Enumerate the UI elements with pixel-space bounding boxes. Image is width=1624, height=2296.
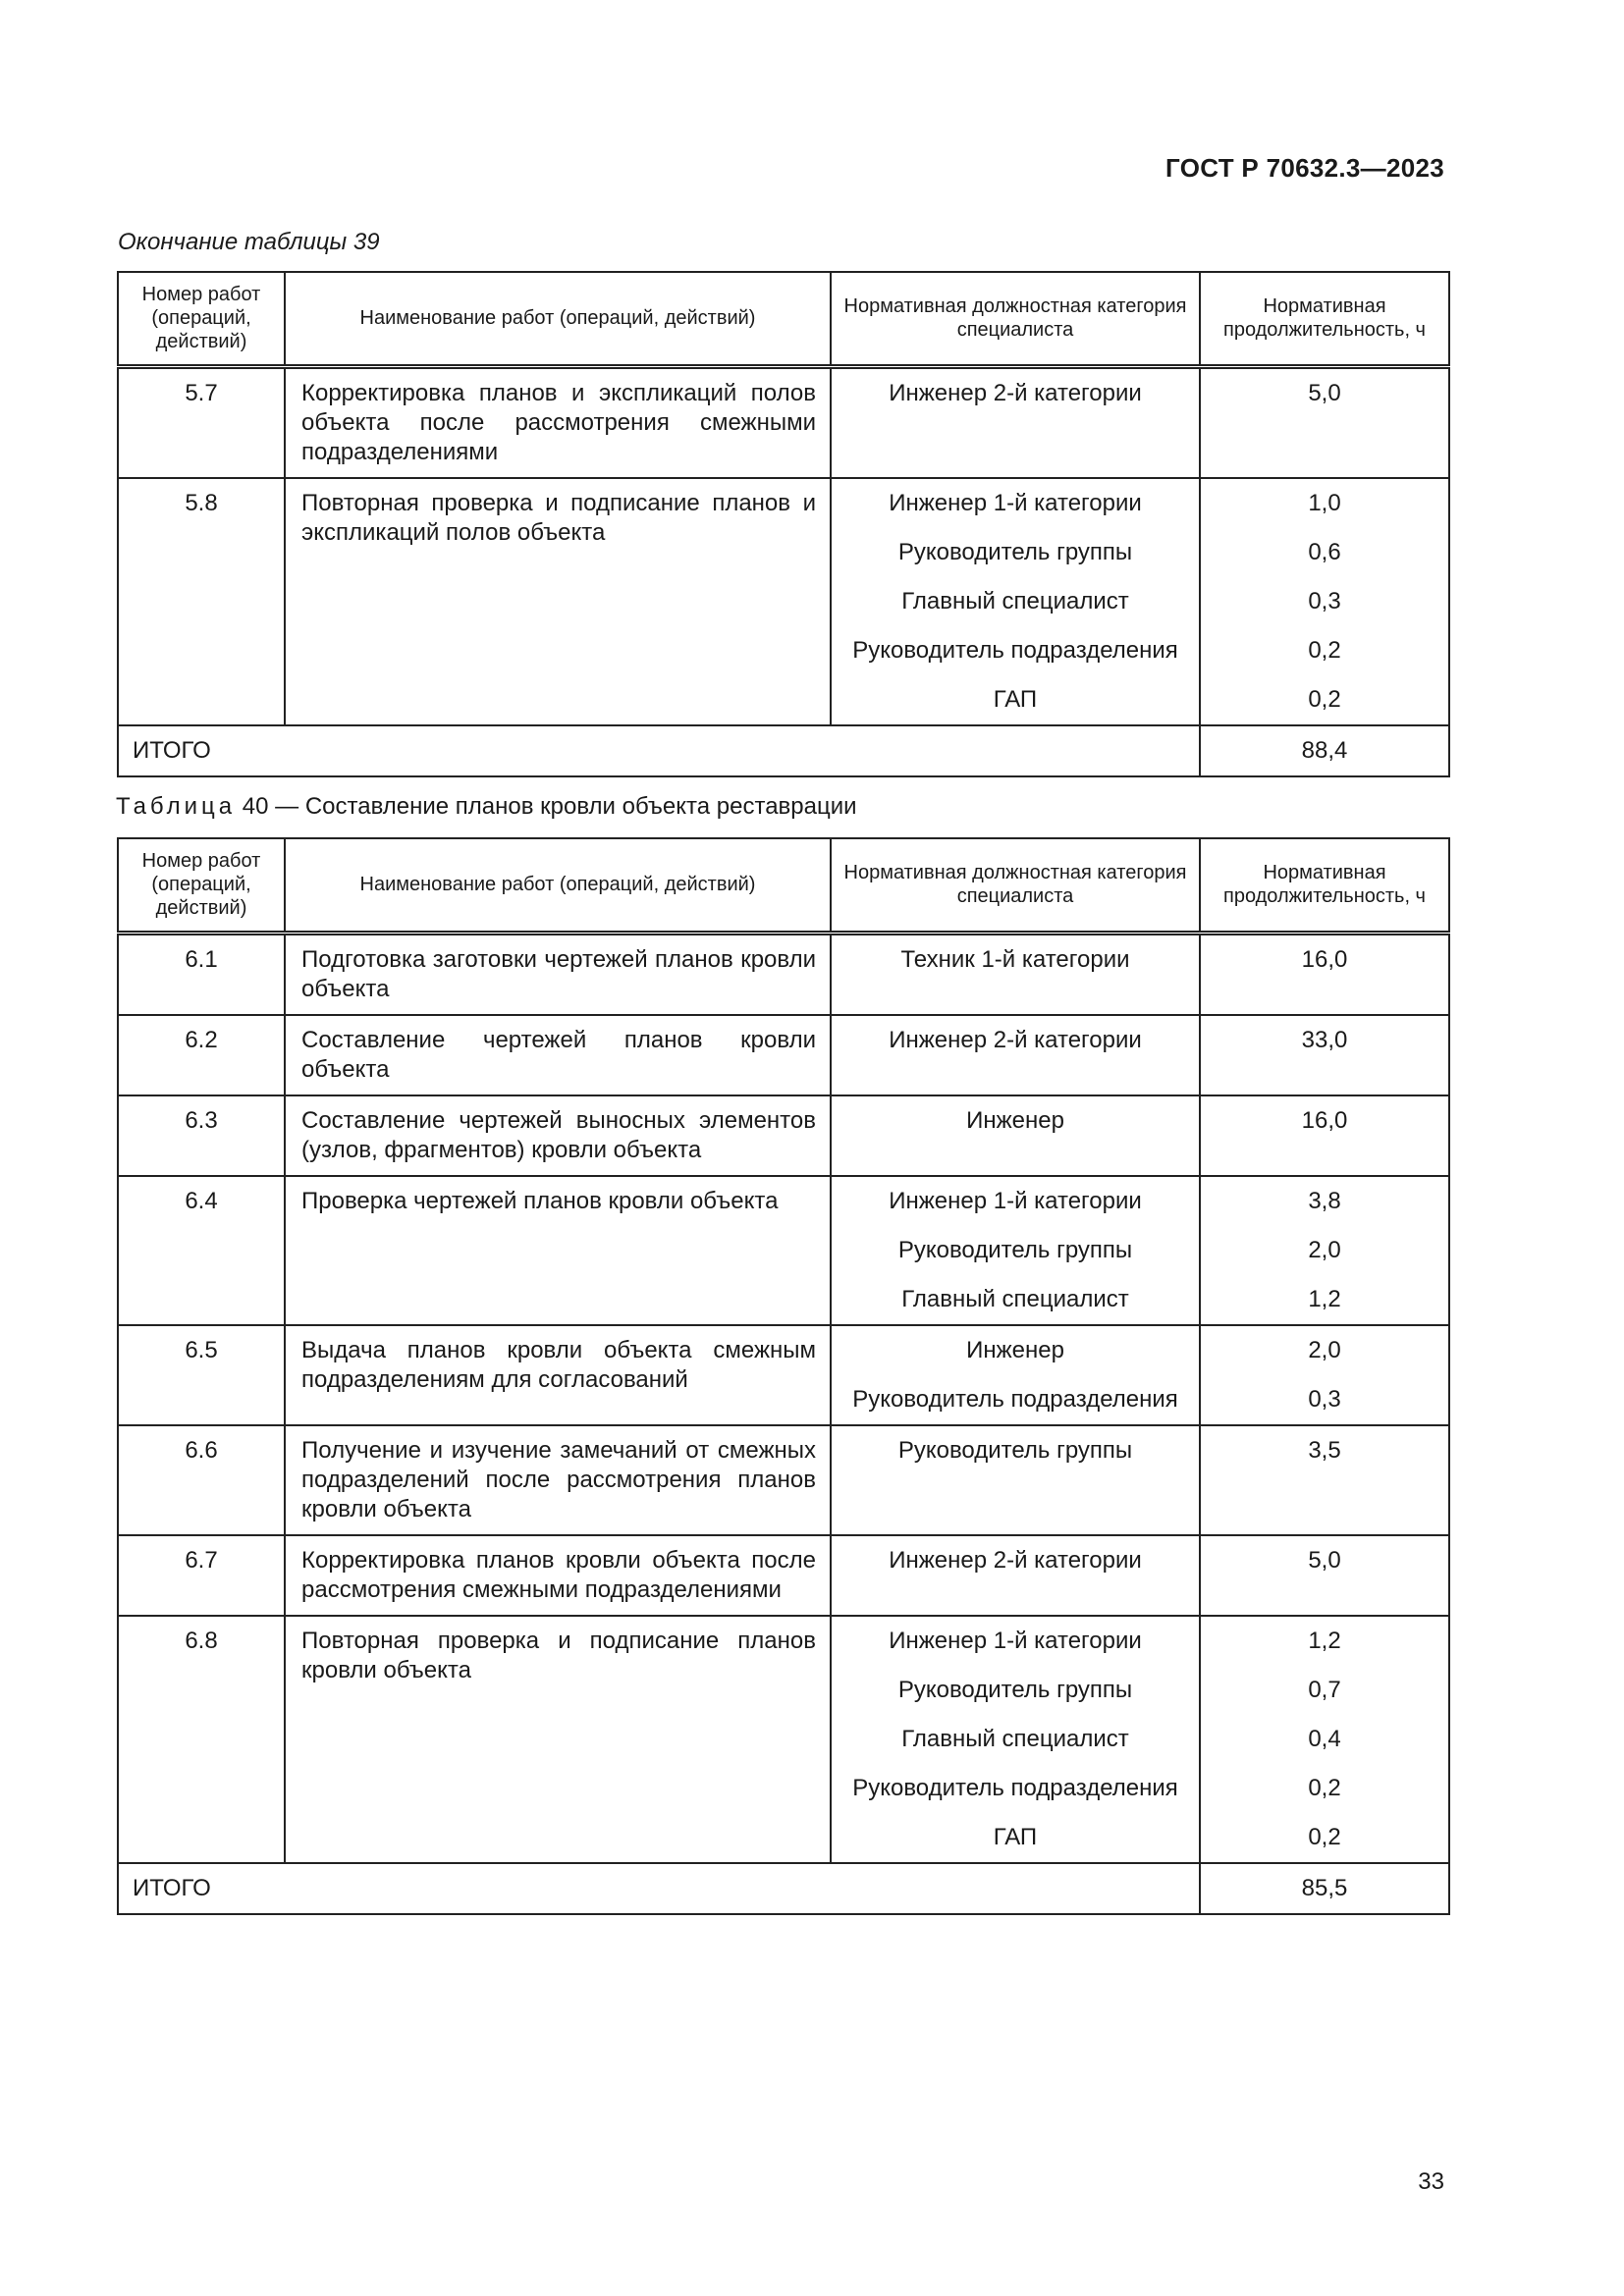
duration-value: 2,0 xyxy=(1308,1336,1341,1363)
specialist-category: Руководитель группы xyxy=(897,538,1133,565)
duration-cell xyxy=(1200,1325,1449,1425)
specialist-cell xyxy=(831,1616,1200,1863)
duration-value: 5,0 xyxy=(1308,1546,1341,1574)
duration-value: 3,8 xyxy=(1308,1187,1341,1214)
table-row xyxy=(118,1616,1449,1863)
specialist-category: ГАП xyxy=(993,1823,1038,1850)
specialist-cell xyxy=(831,933,1200,1015)
work-number: 5.7 xyxy=(118,366,285,478)
duration-value: 2,0 xyxy=(1308,1236,1341,1263)
specialist-category: Руководитель группы xyxy=(897,1236,1133,1263)
column-header-duration: Нормативная продолжительность, ч xyxy=(1200,272,1449,366)
duration-cell xyxy=(1200,1015,1449,1095)
duration-value: 0,6 xyxy=(1308,538,1341,565)
specialist-cell xyxy=(831,1095,1200,1176)
column-header-specialist: Нормативная должностная категория специалиста xyxy=(831,838,1200,933)
total-label: ИТОГО xyxy=(118,725,1200,776)
column-header-specialist: Нормативная должностная категория специалиста xyxy=(831,272,1200,366)
total-value: 88,4 xyxy=(1200,725,1449,776)
duration-value: 3,5 xyxy=(1308,1436,1341,1464)
specialist-category: Руководитель группы xyxy=(897,1436,1133,1464)
table-39-caption: Окончание таблицы 39 xyxy=(118,229,380,255)
specialist-category: Инженер 2-й категории xyxy=(889,1026,1142,1053)
work-name: Повторная проверка и подписание планов и экспликаций полов объекта xyxy=(285,478,831,725)
duration-value: 5,0 xyxy=(1308,379,1341,406)
work-name: Составление чертежей выносных элементов (узлов, фрагментов) кровли объекта xyxy=(285,1095,831,1176)
duration-cell xyxy=(1200,1616,1449,1863)
specialist-cell xyxy=(831,1176,1200,1325)
column-header-name: Наименование работ (операций, действий) xyxy=(285,272,831,366)
specialist-category: Руководитель группы xyxy=(897,1676,1133,1703)
duration-cell xyxy=(1200,478,1449,725)
specialist-category: Главный специалист xyxy=(901,1285,1129,1312)
table-row xyxy=(118,1325,1449,1425)
work-name: Повторная проверка и подписание планов кровли объекта xyxy=(285,1616,831,1863)
duration-value: 0,4 xyxy=(1308,1725,1341,1752)
specialist-cell xyxy=(831,1535,1200,1616)
specialist-category: Инженер 1-й категории xyxy=(889,489,1142,516)
table-39 xyxy=(117,271,1450,777)
duration-value: 0,3 xyxy=(1308,587,1341,614)
specialist-category: Инженер xyxy=(966,1336,1064,1363)
work-name: Составление чертежей планов кровли объекта xyxy=(285,1015,831,1095)
duration-value: 0,2 xyxy=(1308,1774,1341,1801)
specialist-category: Инженер 2-й категории xyxy=(889,1546,1142,1574)
column-header-duration: Нормативная продолжительность, ч xyxy=(1200,838,1449,933)
work-name: Подготовка заготовки чертежей планов кровли объекта xyxy=(285,933,831,1015)
specialist-cell xyxy=(831,1015,1200,1095)
duration-value: 1,2 xyxy=(1308,1627,1341,1654)
duration-cell xyxy=(1200,1535,1449,1616)
document-id: ГОСТ Р 70632.3—2023 xyxy=(1165,153,1444,183)
table-40-caption-prefix: Таблица xyxy=(116,793,237,820)
work-name: Проверка чертежей планов кровли объекта xyxy=(285,1176,831,1325)
table-row xyxy=(118,1425,1449,1535)
specialist-category: Главный специалист xyxy=(901,587,1129,614)
specialist-category: Руководитель подразделения xyxy=(852,1774,1178,1801)
work-name: Корректировка планов кровли объекта после рассмотрения смежными подразделениями xyxy=(285,1535,831,1616)
duration-value: 16,0 xyxy=(1301,945,1348,973)
total-row xyxy=(118,725,1449,776)
page-number: 33 xyxy=(1418,2168,1444,2195)
table-row xyxy=(118,1095,1449,1176)
column-header-number: Номер работ (операций, действий) xyxy=(118,838,285,933)
duration-cell xyxy=(1200,1176,1449,1325)
table-row xyxy=(118,478,1449,725)
specialist-category: Инженер xyxy=(966,1106,1064,1134)
table-40-caption xyxy=(116,793,857,821)
column-header-number: Номер работ (операций, действий) xyxy=(118,272,285,366)
specialist-cell xyxy=(831,1325,1200,1425)
work-number: 6.6 xyxy=(118,1425,285,1535)
specialist-category: Инженер 1-й категории xyxy=(889,1627,1142,1654)
work-number: 6.3 xyxy=(118,1095,285,1176)
specialist-category: Главный специалист xyxy=(901,1725,1129,1752)
table-row xyxy=(118,366,1449,478)
total-row xyxy=(118,1863,1449,1914)
duration-cell xyxy=(1200,933,1449,1015)
total-value: 85,5 xyxy=(1200,1863,1449,1914)
specialist-category: Инженер 2-й категории xyxy=(889,379,1142,406)
specialist-category: Техник 1-й категории xyxy=(900,945,1130,973)
table-40-caption-title: 40 — Составление планов кровли объекта реставрации xyxy=(242,793,857,820)
duration-value: 1,2 xyxy=(1308,1285,1341,1312)
duration-cell xyxy=(1200,1425,1449,1535)
work-number: 6.1 xyxy=(118,933,285,1015)
specialist-cell xyxy=(831,366,1200,478)
specialist-cell xyxy=(831,1425,1200,1535)
duration-value: 16,0 xyxy=(1301,1106,1348,1134)
table-40 xyxy=(117,837,1450,1915)
work-number: 6.5 xyxy=(118,1325,285,1425)
duration-value: 1,0 xyxy=(1308,489,1341,516)
table-row xyxy=(118,1535,1449,1616)
work-number: 5.8 xyxy=(118,478,285,725)
duration-value: 0,2 xyxy=(1308,685,1341,713)
total-label: ИТОГО xyxy=(118,1863,1200,1914)
table-row xyxy=(118,1015,1449,1095)
duration-value: 0,7 xyxy=(1308,1676,1341,1703)
work-name: Корректировка планов и экспликаций полов объекта после рассмотрения смежными подразделениями xyxy=(285,366,831,478)
column-header-name: Наименование работ (операций, действий) xyxy=(285,838,831,933)
duration-value: 0,3 xyxy=(1308,1385,1341,1413)
specialist-category: Руководитель подразделения xyxy=(852,1385,1178,1413)
table-row xyxy=(118,933,1449,1015)
work-name: Получение и изучение замечаний от смежных подразделений после рассмотрения планов кровли объекта xyxy=(285,1425,831,1535)
work-number: 6.8 xyxy=(118,1616,285,1863)
duration-value: 0,2 xyxy=(1308,636,1341,664)
duration-cell xyxy=(1200,366,1449,478)
specialist-category: ГАП xyxy=(993,685,1038,713)
work-name: Выдача планов кровли объекта смежным подразделениям для согласований xyxy=(285,1325,831,1425)
work-number: 6.2 xyxy=(118,1015,285,1095)
table-row xyxy=(118,1176,1449,1325)
specialist-category: Руководитель подразделения xyxy=(852,636,1178,664)
duration-value: 0,2 xyxy=(1308,1823,1341,1850)
duration-cell xyxy=(1200,1095,1449,1176)
work-number: 6.7 xyxy=(118,1535,285,1616)
work-number: 6.4 xyxy=(118,1176,285,1325)
specialist-cell xyxy=(831,478,1200,725)
duration-value: 33,0 xyxy=(1301,1026,1348,1053)
specialist-category: Инженер 1-й категории xyxy=(889,1187,1142,1214)
